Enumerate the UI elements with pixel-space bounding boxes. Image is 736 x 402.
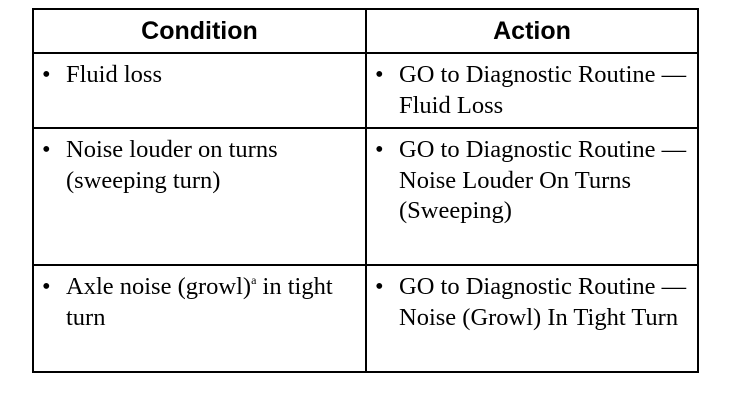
condition-cell <box>33 128 366 265</box>
condition-text <box>66 272 359 333</box>
table-row <box>33 265 698 372</box>
action-text: GO to Diagnostic Routine — Noise (Growl) In Tight Turn <box>399 273 687 331</box>
action-cell <box>366 128 698 265</box>
condition-text-end: in tight turn <box>66 273 333 331</box>
action-text: GO to Diagnostic Routine — Noise Louder On Turns (Sweeping) <box>399 136 687 224</box>
condition-text: Noise louder on turns (sweeping turn) <box>66 136 278 194</box>
bullet-icon: • <box>375 273 384 300</box>
bullet-icon: • <box>42 136 51 163</box>
bullet-icon: • <box>42 273 51 300</box>
bullet-icon: • <box>42 61 51 88</box>
bullet-icon: • <box>375 61 384 88</box>
action-text: GO to Diagnostic Routine — Fluid Loss <box>399 61 687 119</box>
diagnosis-table <box>32 8 699 373</box>
action-cell <box>366 53 698 128</box>
footnote-marker: a <box>251 273 257 287</box>
condition-header: Condition <box>33 9 366 53</box>
table-row <box>33 53 698 128</box>
action-cell <box>366 265 698 372</box>
action-header: Action <box>366 9 698 53</box>
condition-cell <box>33 265 366 372</box>
table-row <box>33 128 698 265</box>
header-row <box>33 9 698 53</box>
condition-cell <box>33 53 366 128</box>
condition-text: Fluid loss <box>66 61 162 88</box>
condition-text-start: Axle noise (growl) <box>66 273 252 300</box>
bullet-icon: • <box>375 136 384 163</box>
